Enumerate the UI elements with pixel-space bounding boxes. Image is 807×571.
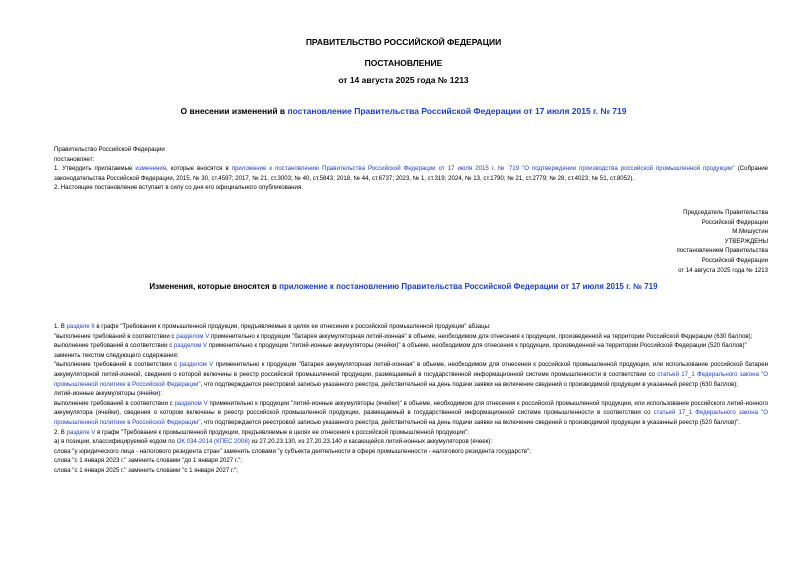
law-article-link[interactable]: статьей 17_1 Федерального закона "О промышленной политике в Российской Федерации" (54, 370, 768, 388)
signature-line: М.Мишустин (732, 228, 768, 236)
classifier-link[interactable]: ОК 034-2014 (КПЕС 2008) (176, 438, 250, 446)
document-kind: ПОСТАНОВЛЕНИЕ (364, 58, 443, 68)
change-paragraph (54, 428, 768, 438)
change-paragraph (54, 322, 768, 332)
text-fragment: из 27.20.23.130, из 27.20.23.140 и касающейся литий-ионных аккумуляторов (ячеек): (249, 438, 493, 446)
text-fragment: 1. Утвердить прилагаемые (54, 165, 136, 173)
change-paragraph (54, 332, 768, 342)
change-paragraph (54, 341, 768, 351)
title-resolution-link[interactable]: постановление Правительства Российской Федерации от 17 июля 2015 г. № 719 (287, 106, 627, 116)
preamble (54, 145, 768, 193)
text-fragment: 2. В (54, 428, 67, 436)
section-link[interactable]: разделом V (174, 399, 208, 407)
text-fragment: , что подтверждается реестровой записью указанного реестра, действительной на день подачи заявки на включение сведений о производимой продукции в указанный реестр (520 баллов)". (200, 418, 741, 426)
text-fragment: (Собрание законодательства Российской Федерации, 2015, № 30, ст.4597; 2017, № 21, ст.3003; № 40, ст.5843; 2018, № 44, ст.6737; 2023, № 1, ст.319; 2024, № 13, ст.1790; № 21, ст.2779; № 28, ст.4023; № 51, ст.8052). (54, 165, 768, 182)
document-title-prefix: О внесении изменений в (180, 106, 288, 116)
signature-line: Российской Федерации (701, 218, 768, 226)
change-paragraph (54, 399, 768, 428)
section-link[interactable]: разделе V (66, 428, 96, 436)
change-paragraph (54, 360, 768, 389)
signature-line: постановлением Правительства (676, 247, 768, 255)
document-title (0, 106, 807, 116)
text-fragment: применительно к продукции "литий-ионные аккумуляторы (ячейки)" в объеме, необходимом для отнесения к российской промышленной продукции, или использование российского литий-ионного аккумулятора (ячейки), сведения о котором включены в реестр российской промышленной продукции, размещаемый в государственной информационной системе промышленности в соответствии со (54, 399, 769, 417)
changes-title-link[interactable]: приложение к постановлению Правительства Российской Федерации от 17 июля 2015 г. № 719 (279, 282, 658, 291)
change-paragraph: слова "с 1 января 2023 г." заменить словами "до 1 января 2027 г."; (54, 457, 242, 465)
text-fragment: , что подтверждается реестровой записью указанного реестра, действительной на день подачи заявки на включение сведений о производимой продукции в указанный реестр (630 баллов); (200, 380, 738, 388)
change-paragraph (54, 437, 768, 447)
signature-line: от 14 августа 2025 года № 1213 (678, 266, 768, 274)
change-paragraph: слова "у юридического лица - налогового резидента стран" заменить словами "у субъекта деятельности в сфере промышленности - налогового резидента государств"; (54, 447, 531, 455)
section-link[interactable]: разделом V (174, 342, 208, 350)
signature-line: Российской Федерации (701, 256, 768, 264)
text-fragment: а) в позиции, классифицируемой кодом по (54, 438, 177, 446)
changes-title (0, 282, 807, 291)
preamble-line: постановляет: (54, 155, 95, 163)
preamble-item-2: 2. Настоящее постановление вступает в силу со дня его официального опубликования. (54, 184, 303, 192)
preamble-item-1 (54, 164, 768, 183)
signature-block (568, 208, 768, 275)
text-fragment: "выполнение требований в соответствии с (54, 361, 180, 369)
text-fragment: "выполнение требований в соответствии с (54, 332, 177, 340)
signature-line: УТВЕРЖДЕНЫ (724, 237, 768, 245)
section-link[interactable]: разделом V (179, 361, 214, 369)
section-link[interactable]: разделе II (66, 323, 95, 330)
government-heading: ПРАВИТЕЛЬСТВО РОССИЙСКОЙ ФЕДЕРАЦИИ (305, 37, 502, 47)
text-fragment: применительно к продукции "батарея аккумуляторная литий-ионная" в объеме, необходимом для отнесения к российской промышленной продукции, или использование российской батареи аккумуляторной литий-ионной, сведения о которой включены в реестр российской промышленной продукции, размещаемый в государственной информационной системе промышленности в соответствии со (54, 361, 769, 378)
text-fragment: в графе "Требования к промышленной продукции, предъявляемые в целях ее отнесения к российской промышленной продукции" абзацы: (94, 323, 491, 330)
document-date-number: от 14 августа 2025 года № 1213 (338, 75, 469, 85)
changes-body (54, 322, 768, 476)
text-fragment: выполнение требований в соответствии с (54, 342, 175, 350)
text-fragment: , которые вносятся в (166, 165, 232, 173)
signature-line: Председатель Правительства (683, 209, 768, 216)
section-link[interactable]: разделом V (176, 332, 210, 340)
preamble-line: Правительство Российской Федерации (54, 146, 165, 153)
changes-title-prefix: Изменения, которые вносятся в (149, 282, 280, 291)
appendix-link[interactable]: приложение к постановлению Правительства Российской Федерации от 17 июля 2015 г. № 719 "О подтверждении производства российской промышленной продукции" (231, 165, 735, 173)
changes-link[interactable]: изменения (135, 165, 167, 173)
text-fragment: применительно к продукции "батарея аккумуляторная литий-ионная" в объеме, необходимом для отнесения к продукции, произведенной на территории Российской Федерации (630 баллов); (209, 332, 753, 340)
text-fragment: в графе "Требования к промышленной продукции, предъявляемые в целях ее отнесения к российской промышленной продукции": (95, 428, 469, 436)
text-fragment: выполнение требований в соответствии с (54, 399, 175, 407)
change-paragraph: слова "с 1 января 2025 г." заменить словами "с 1 января 2027 г."; (54, 466, 239, 474)
change-paragraph: литий-ионные аккумуляторы (ячейки): (54, 390, 163, 398)
text-fragment: 1. В (54, 323, 67, 330)
text-fragment: применительно к продукции "литий-ионные аккумуляторы (ячейки)" в объеме, необходимом для отнесения к продукции, произведенной на территории Российской Федерации (520 баллов)" (207, 342, 747, 350)
change-paragraph: заменить текстом следующего содержания: (54, 351, 179, 359)
law-article-link[interactable]: статьей 17_1 Федерального закона "О промышленной политике в Российской Федерации" (54, 409, 768, 426)
